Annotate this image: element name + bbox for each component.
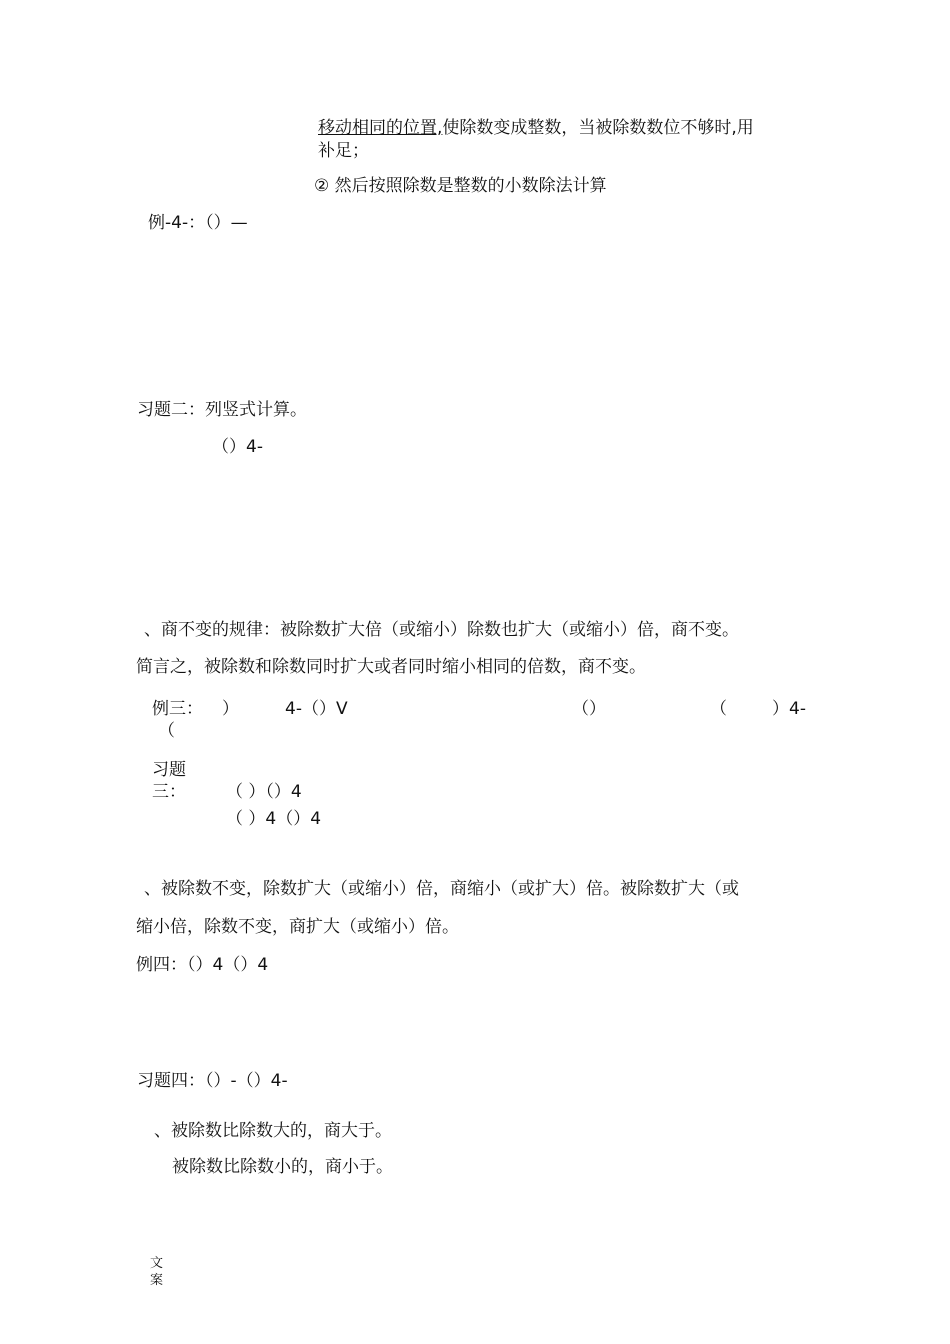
exercise3-label-line1: 习题	[152, 760, 186, 780]
example3-label: 例三：	[152, 699, 203, 719]
example4-header: 例-4-：（）—	[148, 213, 248, 233]
exercise3-row2: （ ）4（）4	[226, 809, 322, 829]
exercise4: 习题四：（）-（）4-	[137, 1071, 288, 1091]
rule-quotient-unchanged-line1: 、商不变的规律：被除数扩大倍（或缩小）除数也扩大（或缩小）倍，商不变。	[144, 620, 739, 640]
example3-part5: ）4-	[772, 699, 806, 719]
footer-char2: 案	[150, 1273, 164, 1288]
example3-part4: （	[710, 699, 727, 719]
example3-part3: （）	[572, 699, 606, 719]
top-note-rest: 使除数变成整数，当被除数数位不够时,用	[442, 118, 754, 138]
exercise3-label-line2: 三：	[152, 782, 186, 802]
example3-part1: ）	[222, 699, 239, 719]
footer-char1: 文	[150, 1256, 164, 1271]
rule-quotient-unchanged-line2: 简言之，被除数和除数同时扩大或者同时缩小相同的倍数，商不变。	[136, 657, 646, 677]
rule-compare-line2: 被除数比除数小的，商小于。	[172, 1157, 393, 1177]
rule-dividend-fixed-line2: 缩小倍，除数不变，商扩大（或缩小）倍。	[136, 917, 459, 937]
exercise2-title: 习题二：列竖式计算。	[137, 400, 307, 420]
top-note-line1	[318, 118, 754, 138]
rule-dividend-fixed-line1: 、被除数不变，除数扩大（或缩小）倍，商缩小（或扩大）倍。被除数扩大（或	[144, 879, 739, 899]
top-note-line2: 补足；	[318, 141, 369, 161]
example4: 例四：（）4（）4	[136, 955, 269, 975]
exercise2-expr: （）4-	[212, 437, 263, 457]
example3-line2: （	[158, 721, 175, 741]
top-note-underlined: 移动相同的位置,	[318, 118, 443, 138]
top-note-step2: ② 然后按照除数是整数的小数除法计算	[314, 176, 607, 196]
exercise3-row1: （ ）（）4	[226, 782, 302, 802]
rule-compare-line1: 、被除数比除数大的，商大于。	[154, 1121, 392, 1141]
example3-part2: 4-（）V	[285, 699, 348, 719]
